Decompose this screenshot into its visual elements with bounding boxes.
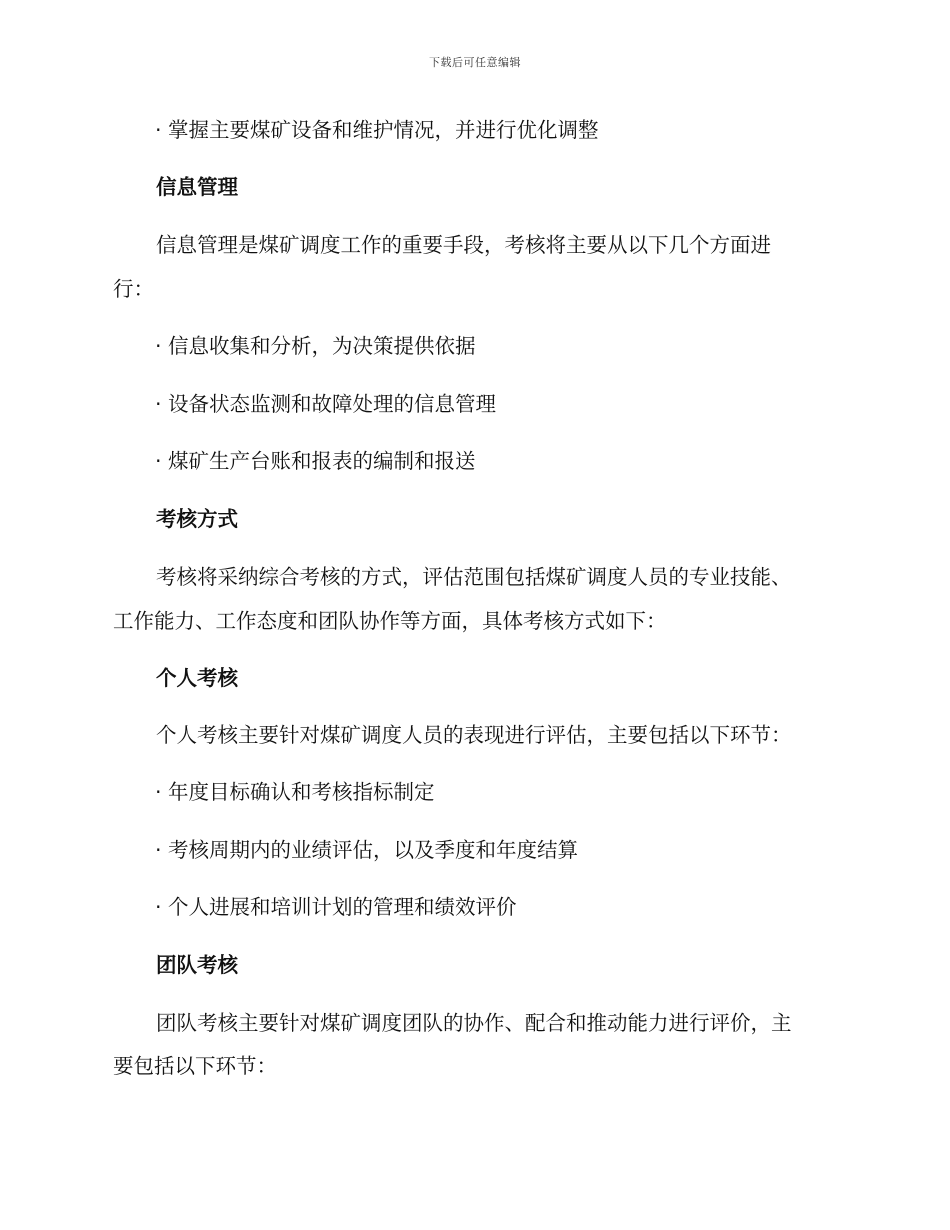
page-header: 下载后可任意编辑 bbox=[429, 56, 521, 69]
bullet-item: · 年度目标确认和考核指标制定 bbox=[155, 780, 435, 804]
section-heading: 个人考核 bbox=[156, 666, 238, 690]
paragraph-line: 考核将采纳综合考核的方式，评估范围包括煤矿调度人员的专业技能、 bbox=[156, 565, 792, 589]
bullet-item: · 掌握主要煤矿设备和维护情况，并进行优化调整 bbox=[155, 118, 599, 142]
bullet-item: · 设备状态监测和故障处理的信息管理 bbox=[155, 392, 497, 416]
bullet-item: · 煤矿生产台账和报表的编制和报送 bbox=[155, 449, 476, 473]
bullet-item: · 信息收集和分析，为决策提供依据 bbox=[155, 334, 476, 358]
section-heading: 考核方式 bbox=[156, 507, 238, 531]
section-heading: 团队考核 bbox=[156, 953, 238, 977]
bullet-item: · 考核周期内的业绩评估，以及季度和年度结算 bbox=[155, 838, 579, 862]
paragraph-line: 要包括以下环节： bbox=[113, 1054, 277, 1078]
bullet-item: · 个人进展和培训计划的管理和绩效评价 bbox=[155, 895, 517, 919]
paragraph-line: 行： bbox=[113, 277, 154, 301]
section-heading: 信息管理 bbox=[156, 175, 238, 199]
paragraph-line: 个人考核主要针对煤矿调度人员的表现进行评估，主要包括以下环节： bbox=[156, 723, 792, 747]
paragraph-line: 工作能力、工作态度和团队协作等方面，具体考核方式如下： bbox=[113, 609, 667, 633]
paragraph-line: 信息管理是煤矿调度工作的重要手段，考核将主要从以下几个方面进 bbox=[156, 233, 771, 257]
paragraph-line: 团队考核主要针对煤矿调度团队的协作、配合和推动能力进行评价，主 bbox=[156, 1011, 792, 1035]
